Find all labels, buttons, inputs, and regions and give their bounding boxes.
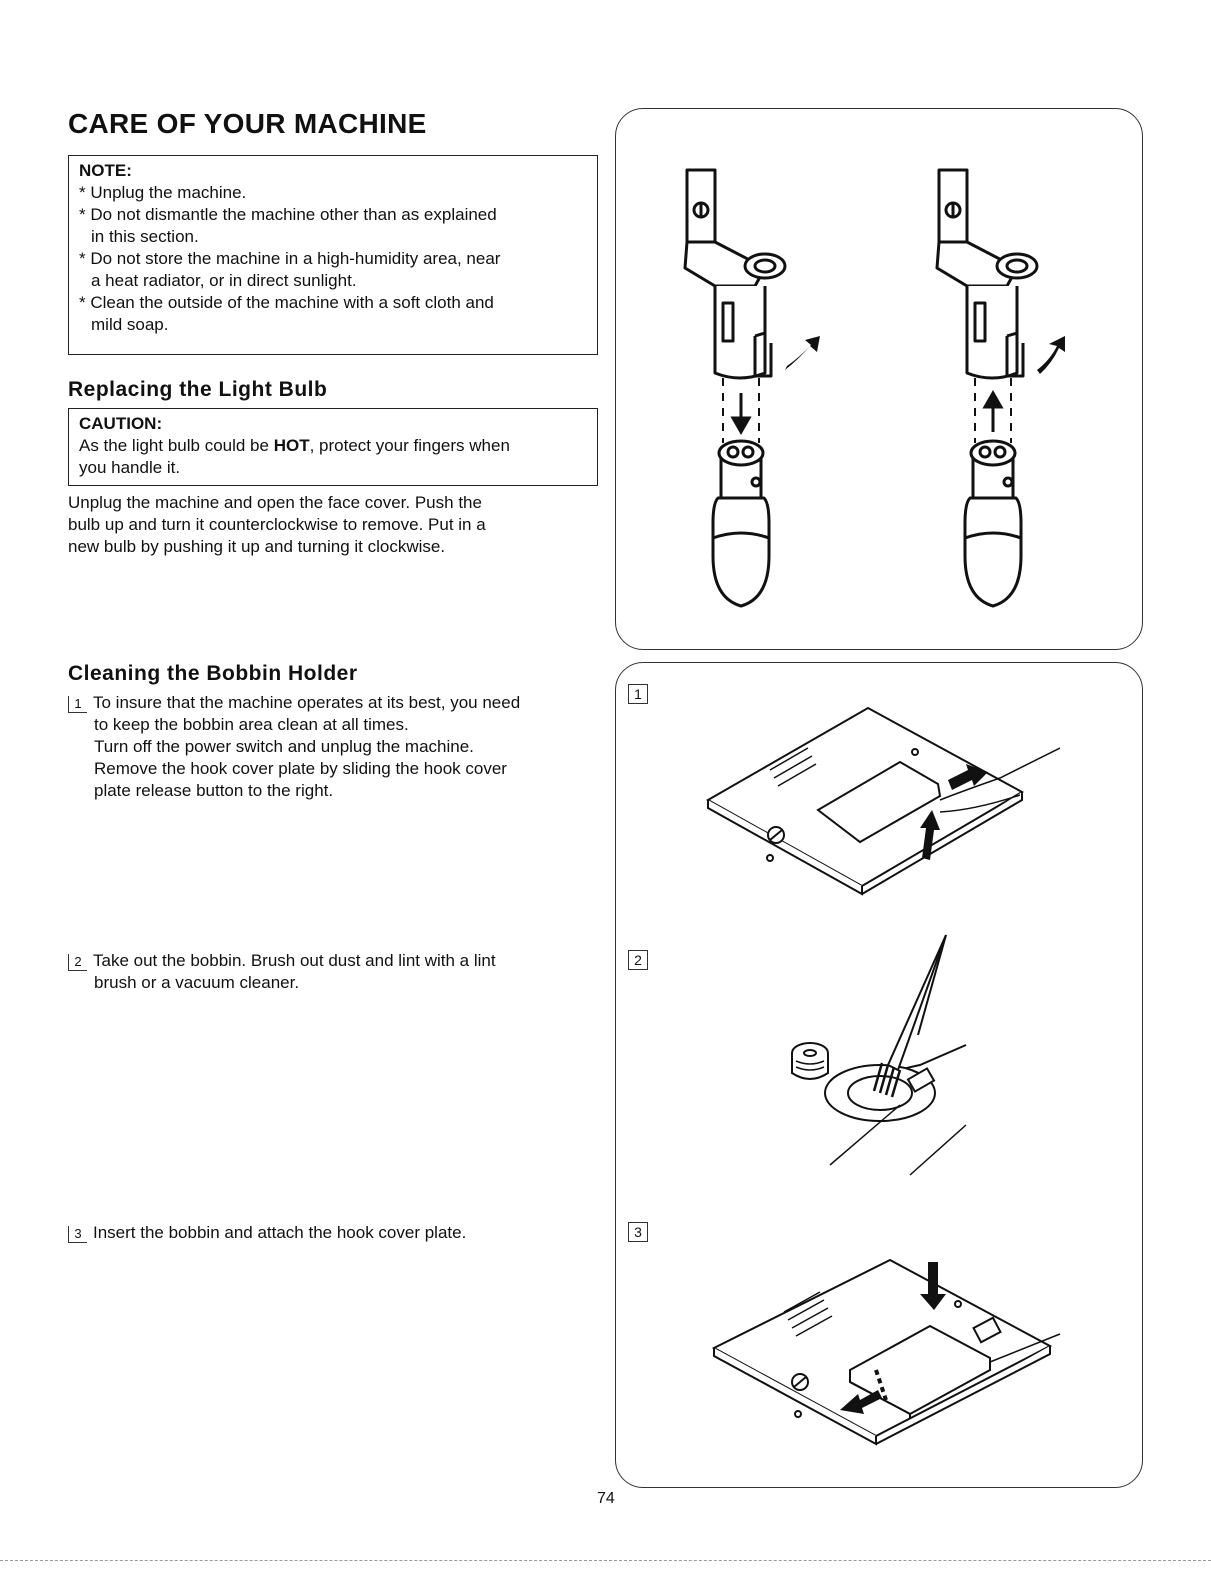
note-item-1: * Unplug the machine. xyxy=(79,183,247,202)
step-number: 2 xyxy=(68,954,87,971)
attach-cover-plate-illustration xyxy=(700,1250,1070,1470)
note-item-2: * Do not dismantle the machine other than as explained in this section. xyxy=(79,205,497,246)
arrow-up-icon xyxy=(985,393,1001,432)
scan-edge xyxy=(0,1560,1211,1561)
right-bulb-illustration xyxy=(965,441,1021,606)
light-bulb-body: Unplug the machine and open the face cover. Push the bulb up and turn it counterclockwise to remove. Put in a new bulb by pushing it up and turning it clockwise. xyxy=(68,493,486,556)
arrow-down-icon xyxy=(733,393,749,432)
light-bulb-heading: Replacing the Light Bulb xyxy=(68,378,328,401)
note-box xyxy=(68,155,598,355)
step-1: 1 To insure that the machine operates at its best, you need to keep the bobbin area clean at all times. Turn off the power switch and unplug the machine. Remove the hook cover plate by sliding the hook cover plate release button to the right. xyxy=(68,692,608,802)
light-bulb-illustration xyxy=(615,108,1143,650)
note-item-4: * Clean the outside of the machine with a soft cloth and mild soap. xyxy=(79,293,494,334)
left-bulb-illustration xyxy=(713,441,769,606)
step-number: 1 xyxy=(68,696,87,713)
left-socket-illustration xyxy=(685,170,785,378)
page-title: CARE OF YOUR MACHINE xyxy=(68,108,427,139)
right-socket-illustration xyxy=(937,170,1037,378)
bobbin-heading: Cleaning the Bobbin Holder xyxy=(68,662,358,685)
remove-cover-plate-illustration xyxy=(700,700,1060,900)
step-3: 3 Insert the bobbin and attach the hook cover plate. xyxy=(68,1222,608,1244)
page-number: 74 xyxy=(597,1490,615,1507)
step-number: 3 xyxy=(68,1226,87,1243)
note-item-3: * Do not store the machine in a high-humidity area, near a heat radiator, or in direct sunlight. xyxy=(79,249,501,290)
note-heading: NOTE: xyxy=(79,161,132,180)
caution-box xyxy=(68,408,598,486)
step-2: 2 Take out the bobbin. Brush out dust and lint with a lint brush or a vacuum cleaner. xyxy=(68,950,608,994)
caution-text-line2: you handle it. xyxy=(79,458,181,477)
caution-heading: CAUTION: xyxy=(79,414,163,433)
figure-tag-3: 3 xyxy=(628,1222,648,1242)
figure-tag-1: 1 xyxy=(628,684,648,704)
rotate-clockwise-arrow-icon xyxy=(1037,336,1065,374)
rotate-counterclockwise-arrow-icon xyxy=(785,336,820,370)
brush-bobbin-area-illustration xyxy=(770,925,1000,1185)
caution-text: As the light bulb could be HOT, protect your fingers when xyxy=(79,436,510,455)
figure-tag-2: 2 xyxy=(628,950,648,970)
